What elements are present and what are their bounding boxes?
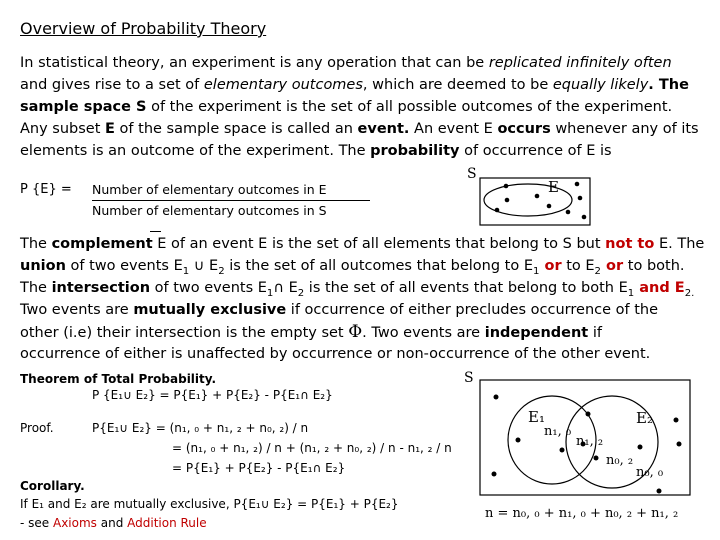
intro-line-2: and gives rise to a set of elementary outcomes, which are deemed to be equally likely. The (20, 77, 689, 93)
intro-line-3: sample space S of the experiment is the set of all possible outcomes of the experiment. (20, 99, 673, 115)
formula-numerator: Number of elementary outcomes in E (92, 182, 327, 197)
complement-line-3: The intersection of two events $E_1\cap$ $E_2$ is the set of all events that belong to both $E_1$ and $E_{2.}$ (20, 280, 695, 299)
complement-line-5: other (i.e) their intersection is the empty set Φ. Two events are independent if (20, 322, 602, 342)
complement-line-6: occurrence of either is unaffected by occurrence or non-occurrence of the other event. (20, 346, 651, 362)
outcome-point (674, 418, 679, 423)
intro-line-4: Any subset E of the sample space is called an event. An event E occurs whenever any of its (20, 121, 699, 137)
intro-line-1: In statistical theory, an experiment is any operation that can be replicated infinitely often (20, 55, 672, 71)
n12-label: n₁, ₂ (576, 434, 604, 449)
proof-line-1: P{E₁∪ E₂} = (n₁, ₀ + n₁, ₂ + n₀, ₂) / n (92, 421, 309, 435)
complement-line-1: The complement E of an event E is the set of all elements that belong to S but not to E. The (20, 236, 705, 252)
venn1-s-label: S (467, 166, 477, 182)
outcome-point (586, 412, 591, 417)
theorem-statement: P {E₁∪ E₂} = P{E₁} + P{E₂} - P{E₁∩ E₂} (92, 388, 333, 402)
n10-label: n₁, ₀ (544, 424, 572, 439)
proof-label: Proof. (20, 421, 54, 435)
venn2-s-label: S (464, 370, 474, 386)
n00-label: n₀, ₀ (636, 465, 664, 480)
venn1-e-label: E (548, 178, 559, 196)
outcome-point (494, 395, 499, 400)
outcome-point (560, 448, 565, 453)
venn2-e2-label: E₂ (636, 409, 653, 427)
corollary-heading: Corollary. (20, 479, 85, 493)
theorem-heading: Theorem of Total Probability. (20, 372, 217, 386)
outcome-point (594, 456, 599, 461)
complement-line-4: Two events are mutually exclusive if occurrence of either precludes occurrence of the (20, 302, 659, 318)
outcome-point (516, 438, 521, 443)
axioms-link[interactable]: Axioms (52, 516, 97, 530)
outcome-point (492, 472, 497, 477)
proof-line-3: = P{E₁} + P{E₂} - P{E₁∩ E₂} (172, 461, 346, 475)
outcome-point (657, 489, 662, 494)
venn2-e1-label: E₁ (528, 408, 545, 426)
corollary-line-2: - see Axioms and Addition Rule (20, 516, 207, 530)
formula-lhs: P {E} = (20, 182, 72, 197)
n02-label: n₀, ₂ (606, 453, 634, 468)
total-count-formula: n = n₀, ₀ + n₁, ₀ + n₀, ₂ + n₁, ₂ (485, 506, 679, 521)
complement-line-2: union of two events $E_1$ ∪ $E_2$ is the set of all outcomes that belong to $E_1$ or to $E_2$ or to both. (20, 258, 685, 277)
corollary-line-1: If E₁ and E₂ are mutually exclusive, P{E₁∪ E₂} = P{E₁} + P{E₂} (20, 497, 399, 511)
intro-line-5: elements is an outcome of the experiment. The probability of occurrence of E is (20, 143, 612, 159)
proof-line-2: = (n₁, ₀ + n₁, ₂) / n + (n₁, ₂ + n₀, ₂) / n - n₁, ₂ / n (172, 441, 452, 455)
addition-rule-link[interactable]: Addition Rule (127, 516, 207, 530)
page-title: Overview of Probability Theory (20, 19, 267, 38)
formula-denominator: Number of elementary outcomes in S (92, 203, 327, 218)
outcome-point (677, 442, 682, 447)
outcome-point (638, 445, 643, 450)
